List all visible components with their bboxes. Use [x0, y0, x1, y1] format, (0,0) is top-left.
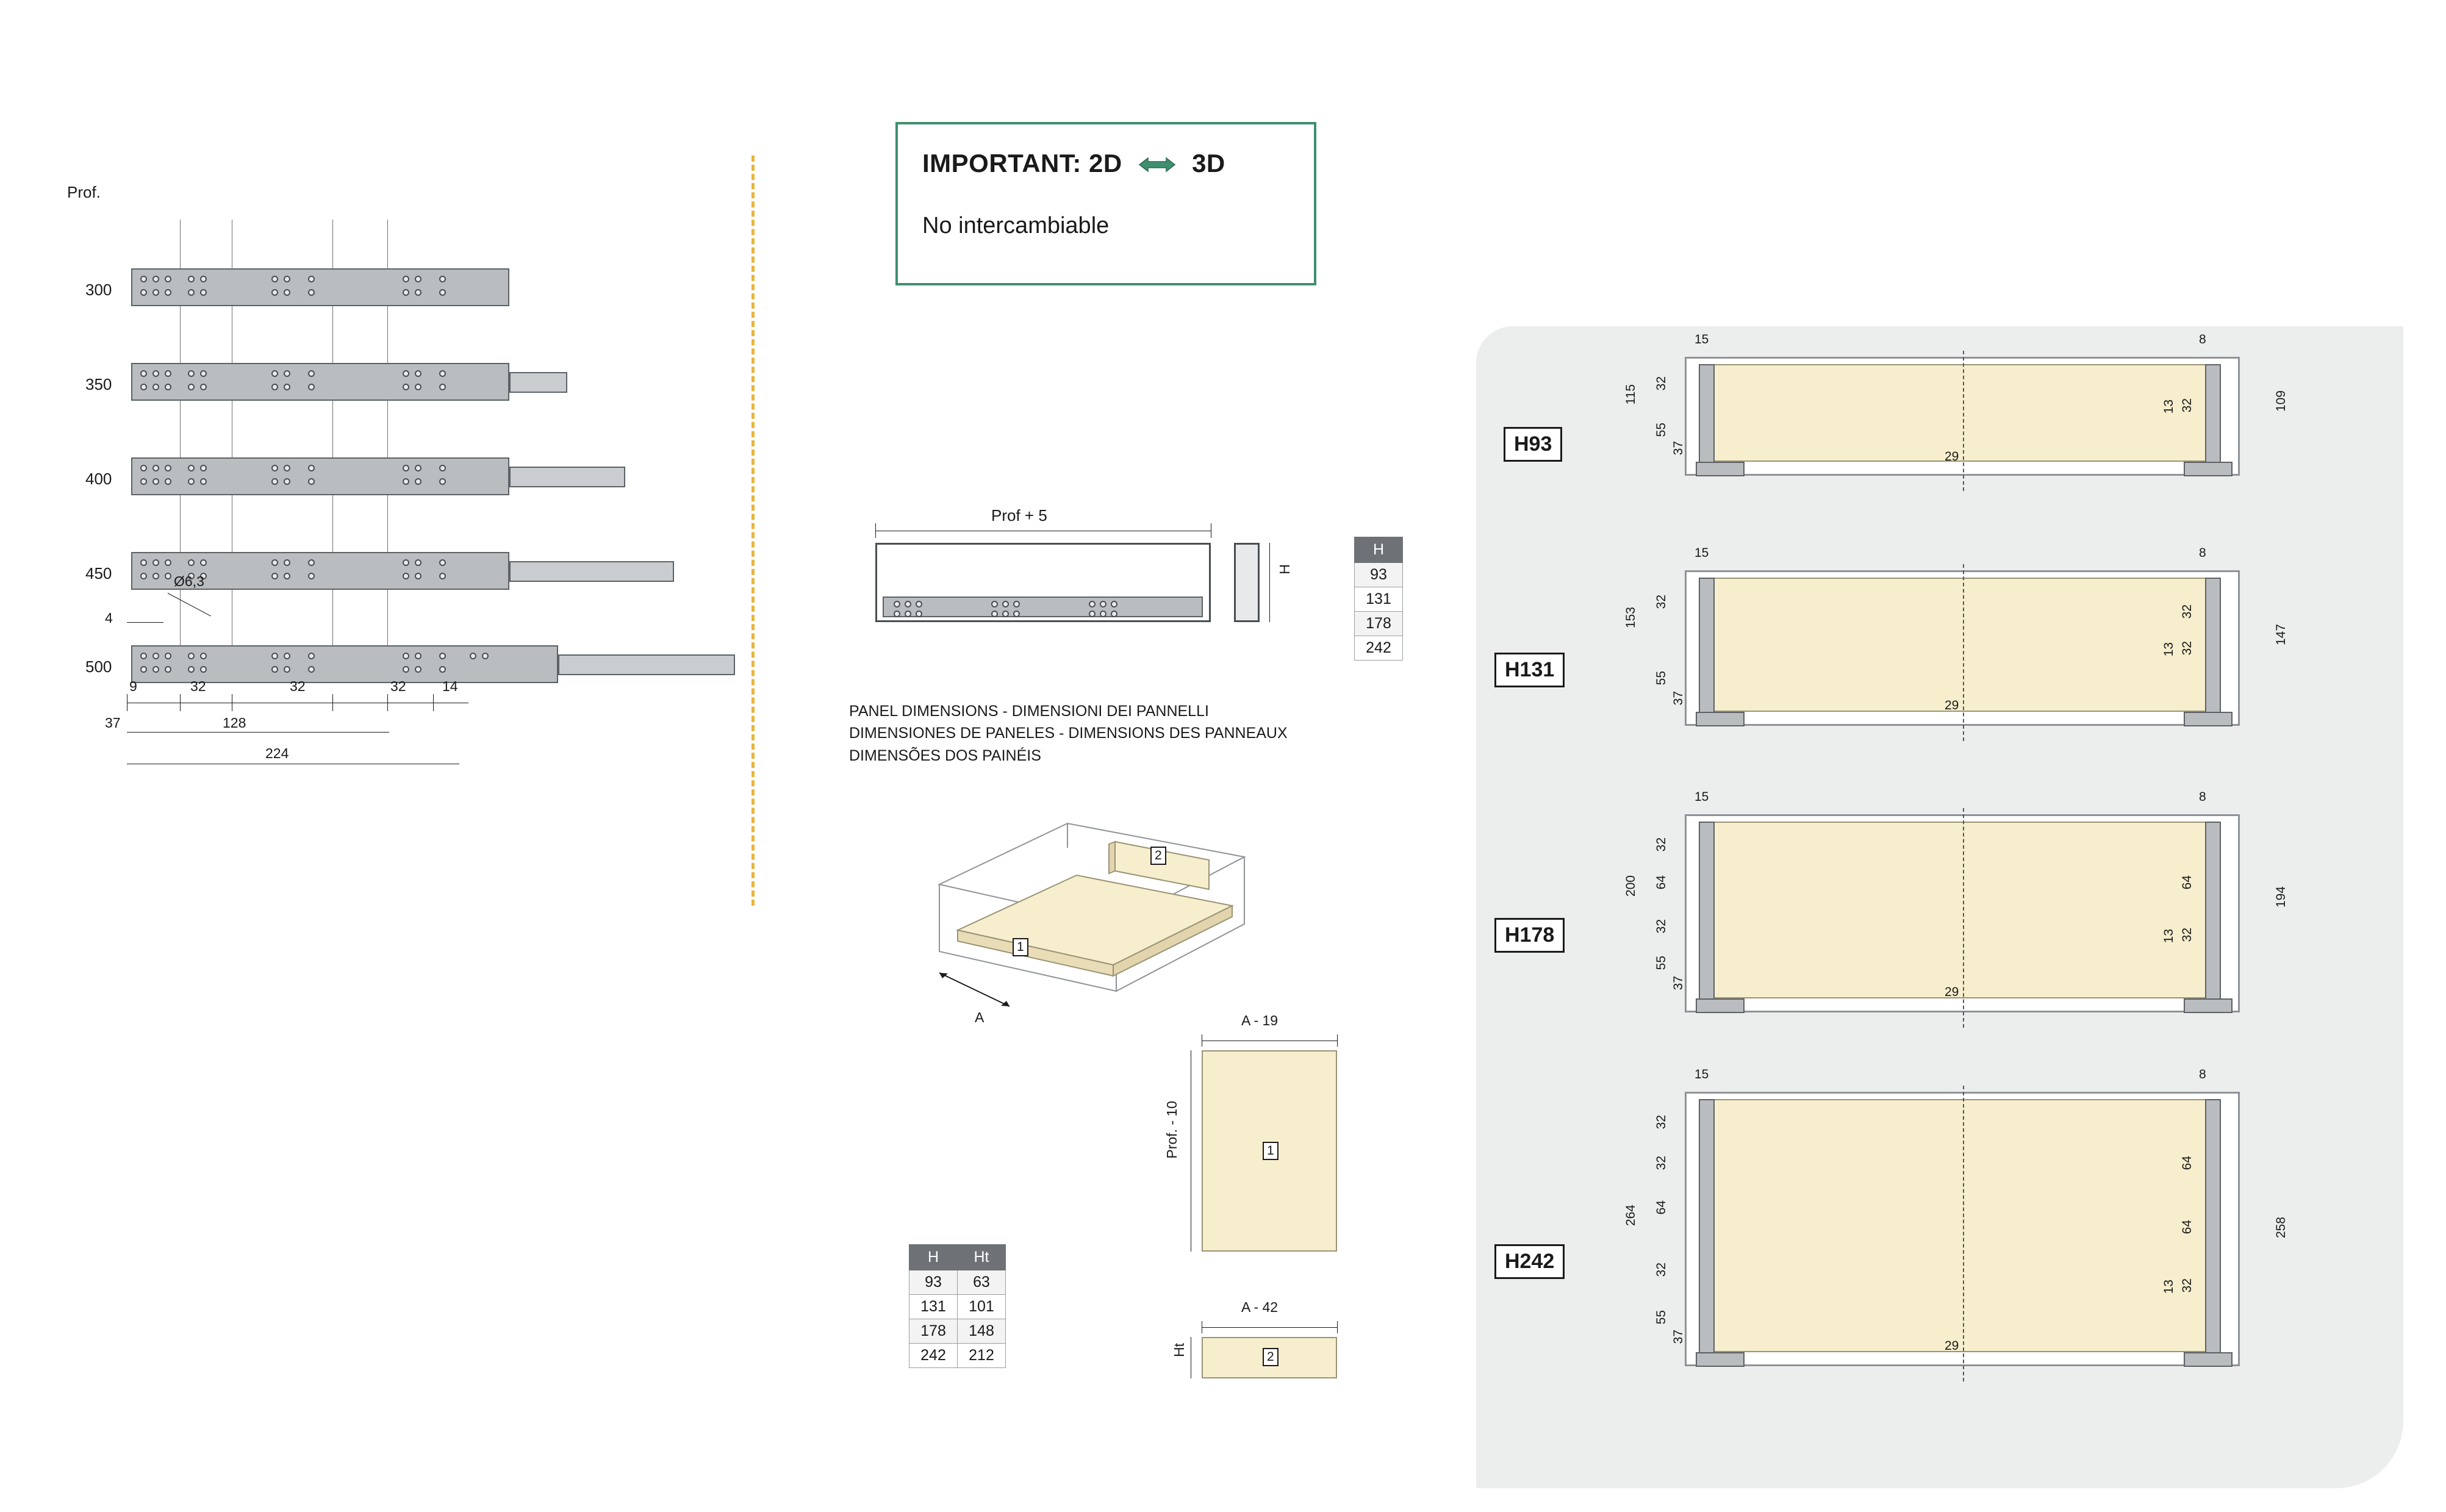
- panel-2-height-label: Ht: [1171, 1343, 1187, 1357]
- depth-label-500: 500: [85, 657, 112, 676]
- h242-dim-64r1: 64: [2180, 1156, 2194, 1170]
- h131-dim-32r2: 32: [2180, 604, 2194, 619]
- h178-left-rail: [1699, 822, 1715, 1011]
- h131-bottom-runner-left: [1696, 712, 1745, 726]
- dim-37: 37: [105, 715, 121, 731]
- h242-dim-32r: 32: [2180, 1278, 2194, 1293]
- caption-line-2: DIMENSIONES DE PANELES - DIMENSIONS DES PANNEAUX: [849, 725, 1288, 742]
- vertical-dashed-divider: [751, 156, 755, 906]
- prof-axis-label: Prof.: [67, 183, 101, 201]
- hole-pattern-group: [55, 183, 695, 732]
- h178-dim-32b: 32: [1654, 919, 1668, 934]
- h131-bottom-runner-right: [2184, 712, 2233, 726]
- table-row: 242 212: [909, 1344, 1006, 1368]
- panel-dimensions-caption: [849, 700, 1288, 767]
- h178-dim-64: 64: [1654, 875, 1668, 890]
- caption-line-1: PANEL DIMENSIONS - DIMENSIONI DEI PANNELLI: [849, 703, 1209, 720]
- part-callout-2: 2: [1150, 847, 1166, 865]
- h178-bottom-runner-left: [1696, 998, 1745, 1013]
- h131-center-line: [1963, 564, 1964, 741]
- h178-bottom-runner-right: [2184, 998, 2233, 1013]
- h-ht-header-ht: Ht: [958, 1245, 1006, 1270]
- dim-128: 128: [223, 715, 246, 731]
- hole-diameter-label: Ø6,3: [174, 573, 204, 589]
- table-row: 93: [1355, 563, 1403, 587]
- panel-1-drawing: [1147, 1012, 1403, 1305]
- section-badge-h242: H242: [1494, 1244, 1565, 1279]
- h242-dim-55: 55: [1654, 1310, 1668, 1325]
- table-row: 178 148: [909, 1319, 1006, 1344]
- panel-1-callout: 1: [1263, 1142, 1279, 1160]
- h131-dim-15: 15: [1695, 546, 1709, 560]
- h242-dim-64: 64: [1654, 1200, 1668, 1215]
- dim-32-a: 32: [190, 678, 206, 694]
- panel-2-callout: 2: [1263, 1348, 1279, 1366]
- h131-dim-8: 8: [2199, 546, 2206, 560]
- section-badge-h93: H93: [1504, 427, 1562, 462]
- h93-right-rail: [2205, 364, 2221, 474]
- h-dim-label: H: [1277, 564, 1293, 575]
- h242-dim-264: 264: [1624, 1205, 1638, 1227]
- panel-1-height-label: Prof. - 10: [1164, 1101, 1180, 1159]
- slide-family-drawing: [55, 183, 695, 761]
- dim-14: 14: [442, 678, 458, 694]
- h93-dim-109: 109: [2274, 390, 2288, 412]
- dim-224: 224: [265, 745, 289, 761]
- h93-dim-32r: 32: [2180, 398, 2194, 413]
- h242-bottom-runner-right: [2184, 1352, 2233, 1367]
- h131-right-rail: [2205, 578, 2221, 724]
- h242-dim-37: 37: [1671, 1330, 1685, 1344]
- side-view-drawing: [839, 506, 1449, 677]
- h131-dim-147: 147: [2274, 624, 2288, 646]
- h178-dim-13: 13: [2162, 929, 2176, 944]
- h131-dim-37: 37: [1671, 691, 1685, 706]
- h242-center-line: [1963, 1086, 1964, 1381]
- h93-dim-8: 8: [2199, 332, 2206, 346]
- h242-dim-32a: 32: [1654, 1115, 1668, 1130]
- h131-dim-32r1: 32: [2180, 641, 2194, 656]
- h-table-header: H: [1355, 537, 1403, 563]
- h131-dim-13: 13: [2162, 642, 2176, 657]
- h242-dim-32c: 32: [1654, 1263, 1668, 1277]
- h178-dim-32a: 32: [1654, 837, 1668, 852]
- h178-dim-200: 200: [1624, 875, 1638, 897]
- h-ht-header-h: H: [909, 1245, 958, 1270]
- h131-dim-153: 153: [1624, 607, 1638, 629]
- table-row: 178: [1355, 612, 1403, 636]
- important-title-row: [922, 149, 1225, 180]
- table-row: 242: [1355, 636, 1403, 661]
- h242-dim-15: 15: [1695, 1067, 1709, 1081]
- depth-label-300: 300: [85, 281, 112, 299]
- section-badge-h178: H178: [1494, 918, 1565, 953]
- h178-dim-37: 37: [1671, 976, 1685, 991]
- h178-dim-15: 15: [1695, 790, 1709, 804]
- h93-dim-13: 13: [2162, 399, 2176, 414]
- h242-dim-13: 13: [2162, 1280, 2176, 1294]
- panel-2-drawing: [1147, 1299, 1403, 1409]
- h93-dim-115: 115: [1624, 384, 1638, 405]
- depth-label-400: 400: [85, 470, 112, 488]
- part-callout-1: 1: [1013, 938, 1028, 956]
- table-row: 131 101: [909, 1295, 1006, 1319]
- iso-dim-a: A: [975, 1009, 984, 1025]
- h242-bottom-runner-left: [1696, 1352, 1745, 1367]
- depth-label-350: 350: [85, 375, 112, 393]
- h178-right-rail: [2205, 822, 2221, 1011]
- dim-9: 9: [129, 678, 137, 694]
- h-ht-table: [909, 1244, 1006, 1368]
- h93-dim-32: 32: [1654, 376, 1668, 391]
- h242-dim-29: 29: [1945, 1339, 1959, 1353]
- section-h178: [1488, 790, 2391, 1064]
- section-h131: [1488, 546, 2391, 784]
- h131-left-rail: [1699, 578, 1715, 724]
- h242-right-rail: [2205, 1099, 2221, 1364]
- prof-plus-5-label: Prof + 5: [991, 506, 1047, 525]
- h178-center-line: [1963, 808, 1964, 1028]
- section-h242: [1488, 1067, 2391, 1458]
- panel-2-width-label: A - 42: [1241, 1299, 1279, 1315]
- table-row: 93 63: [909, 1270, 1006, 1295]
- dim-4: 4: [105, 610, 113, 626]
- depth-label-450: 450: [85, 564, 112, 582]
- h131-dim-55: 55: [1654, 671, 1668, 686]
- h-values-table: [1354, 537, 1403, 661]
- h242-left-rail: [1699, 1099, 1715, 1364]
- section-badge-h131: H131: [1494, 653, 1565, 687]
- caption-line-3: DIMENSÕES DOS PAINÉIS: [849, 747, 1041, 764]
- table-row: 131: [1355, 587, 1403, 612]
- h178-dim-32r: 32: [2180, 928, 2194, 942]
- dim-32-b: 32: [290, 678, 306, 694]
- h178-dim-55: 55: [1654, 956, 1668, 970]
- h178-dim-8: 8: [2199, 790, 2206, 804]
- important-title-right: 3D: [1192, 149, 1225, 177]
- h178-dim-29: 29: [1945, 985, 1959, 999]
- h93-bottom-runner-right: [2184, 462, 2233, 476]
- h93-center-line: [1963, 351, 1964, 491]
- dim-32-c: 32: [390, 678, 406, 694]
- slide-side-inner-bar: [883, 597, 1203, 617]
- h131-dim-32: 32: [1654, 595, 1668, 609]
- important-title-left: IMPORTANT: 2D: [922, 149, 1122, 177]
- h242-dim-64r2: 64: [2180, 1220, 2194, 1234]
- double-arrow-icon: [1138, 151, 1176, 180]
- front-bracket-profile: [1234, 543, 1260, 622]
- h93-dim-37: 37: [1671, 441, 1685, 456]
- h93-dim-55: 55: [1654, 423, 1668, 437]
- h131-dim-29: 29: [1945, 698, 1959, 712]
- h93-dim-15: 15: [1695, 332, 1709, 346]
- panel-1-width-label: A - 19: [1241, 1012, 1279, 1028]
- section-h93: [1488, 332, 2391, 540]
- h178-dim-64r: 64: [2180, 875, 2194, 890]
- h93-left-rail: [1699, 364, 1715, 474]
- h178-dim-194: 194: [2274, 886, 2288, 908]
- important-subtitle: No intercambiable: [922, 213, 1110, 238]
- h93-bottom-runner-left: [1696, 462, 1745, 476]
- important-notice-box: [895, 122, 1316, 285]
- h242-dim-258: 258: [2274, 1217, 2288, 1239]
- h93-dim-29: 29: [1945, 450, 1959, 464]
- h242-dim-32b: 32: [1654, 1156, 1668, 1170]
- h242-dim-8: 8: [2199, 1067, 2206, 1081]
